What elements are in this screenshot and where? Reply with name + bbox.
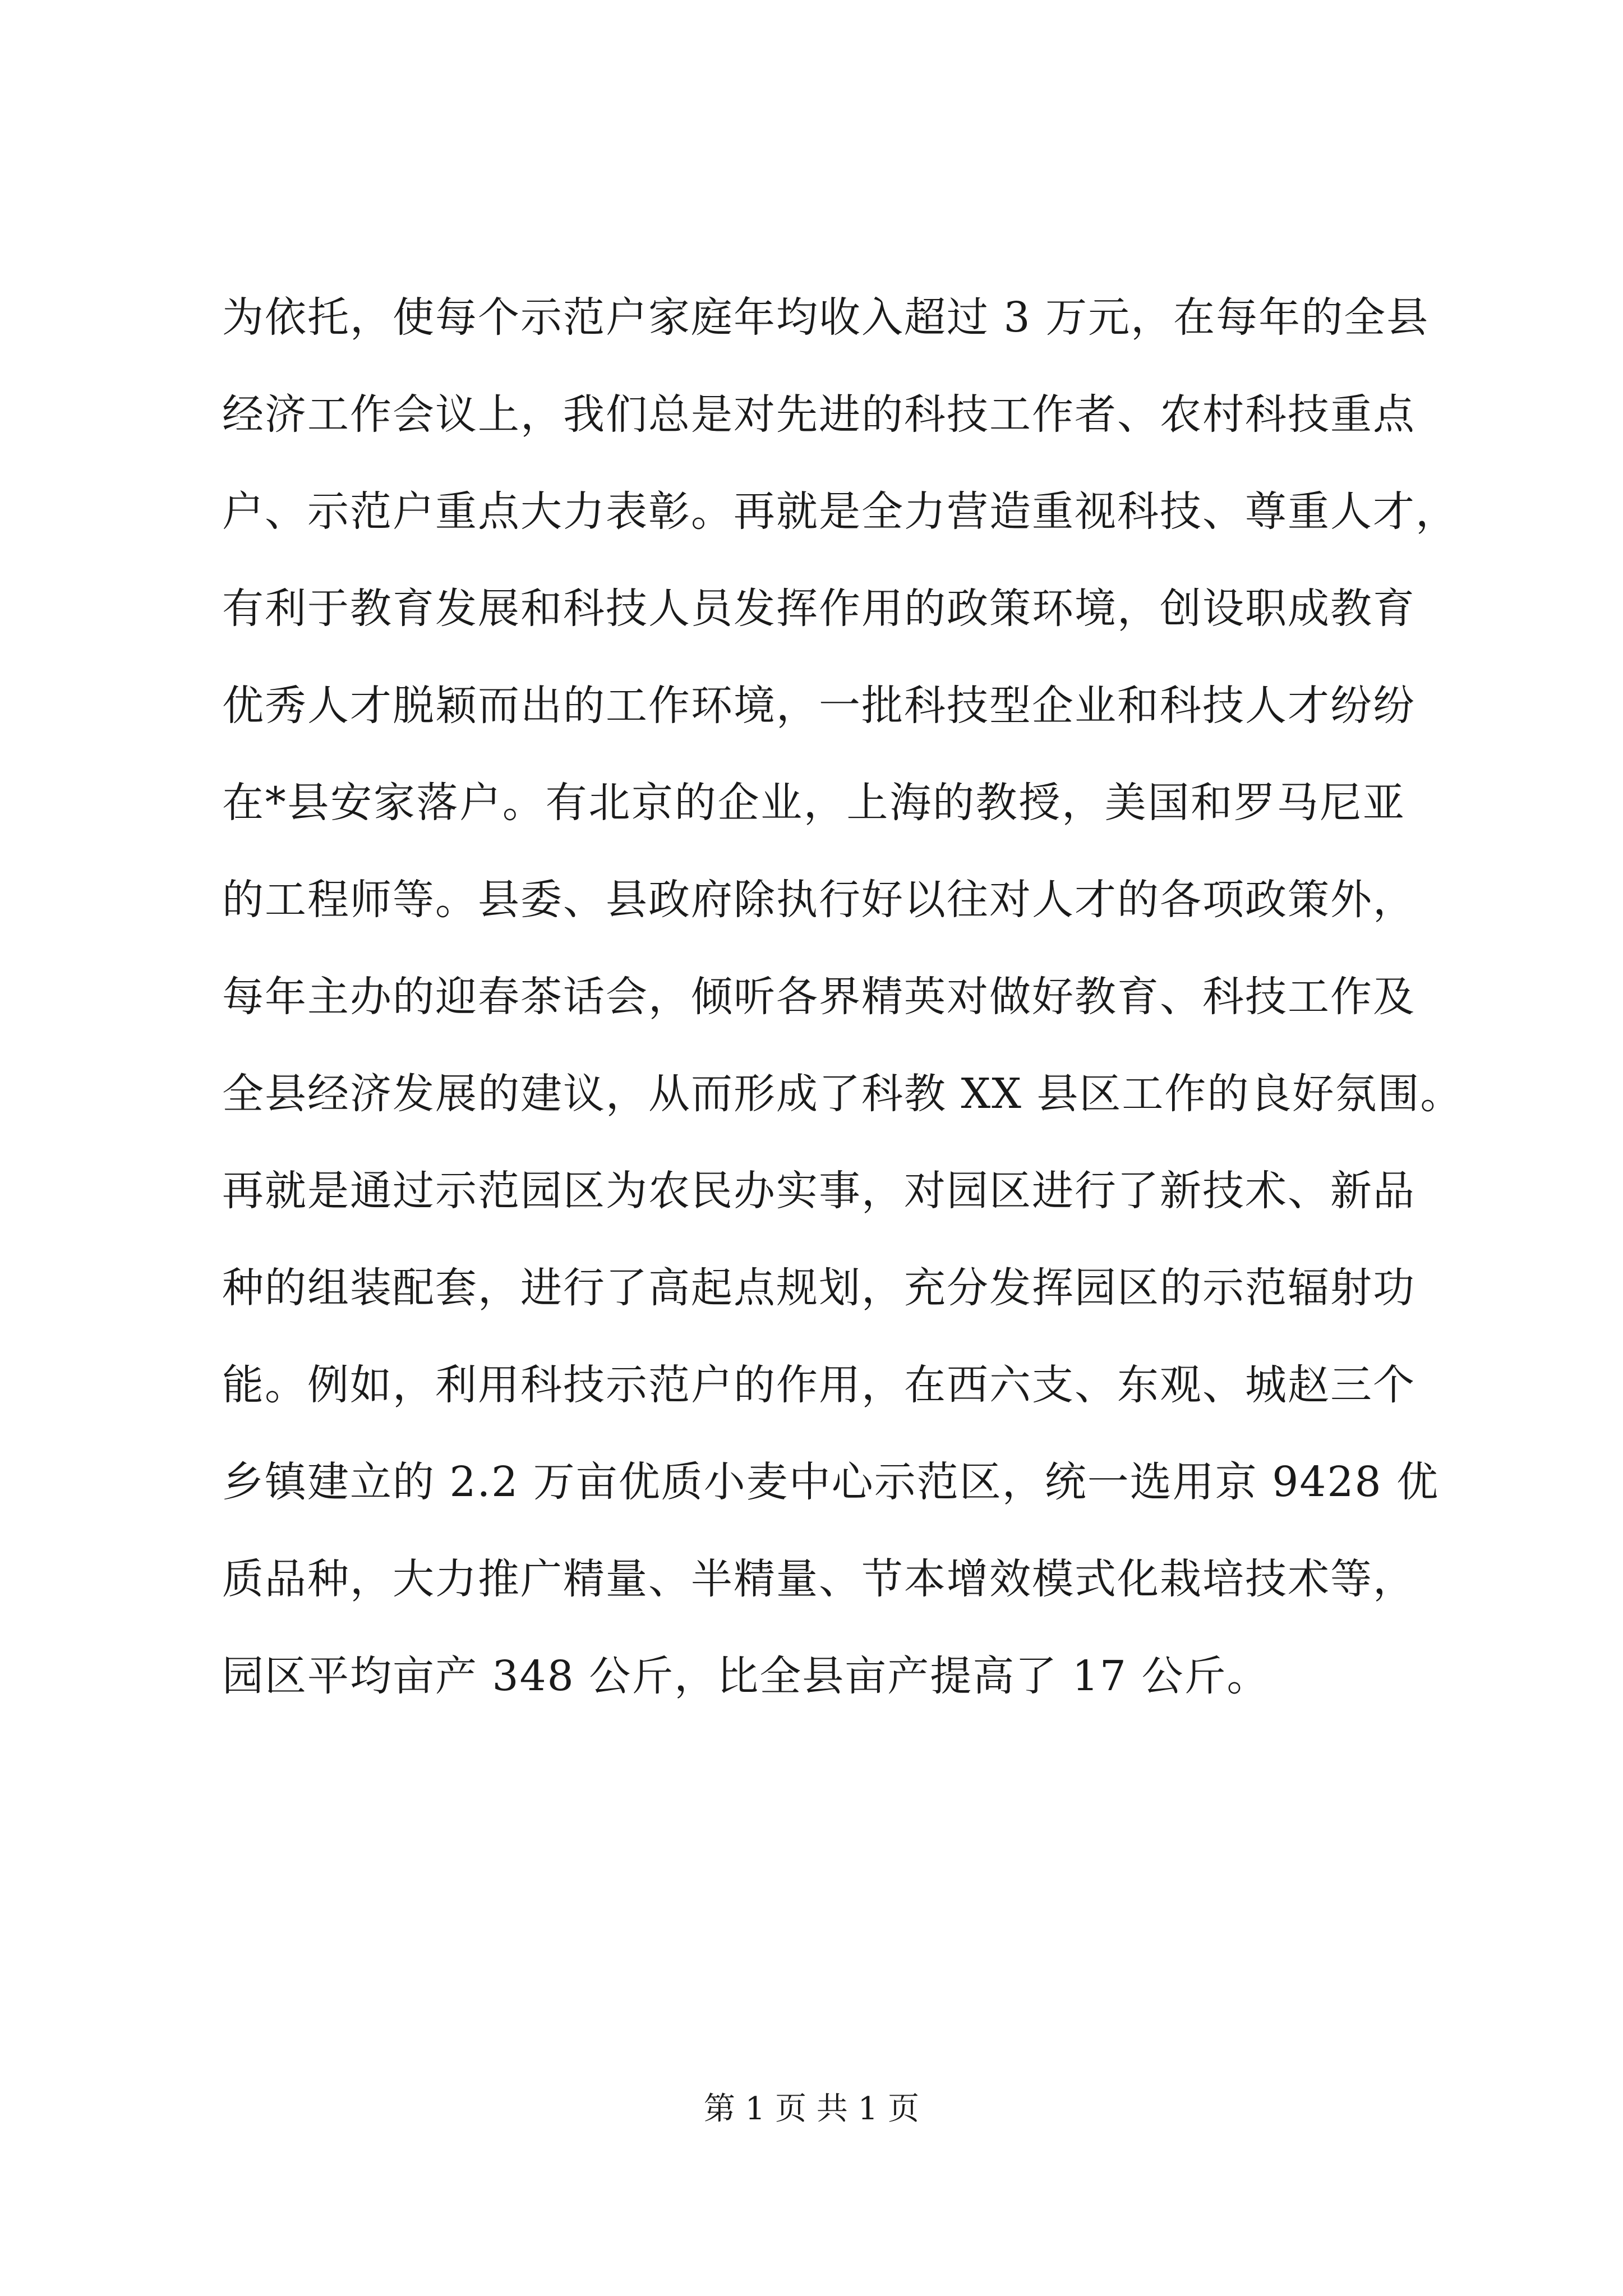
body-text xyxy=(222,269,1463,1725)
text-line: 优秀人才脱颖而出的工作环境，一批科技型企业和科技人才纷纷 xyxy=(222,682,1415,730)
text-line: 在*县安家落户。有北京的企业，上海的教授，美国和罗马尼亚 xyxy=(222,779,1405,827)
text-line: 再就是通过示范园区为农民办实事，对园区进行了新技术、新品 xyxy=(222,1167,1415,1215)
text-line: 乡镇建立的 2.2 万亩优质小麦中心示范区，统一选用京 9428 优 xyxy=(222,1458,1440,1506)
text-line: 为依托，使每个示范户家庭年均收入超过 3 万元，在每年的全县 xyxy=(222,293,1430,342)
text-line: 每年主办的迎春茶话会，倾听各界精英对做好教育、科技工作及 xyxy=(222,973,1415,1021)
page-footer: 第 1 页 共 1 页 xyxy=(703,2091,920,2127)
text-line: 园区平均亩产 348 公斤，比全县亩产提高了 17 公斤。 xyxy=(222,1652,1270,1700)
text-line: 质品种，大力推广精量、半精量、节本增效模式化栽培技术等， xyxy=(222,1555,1415,1603)
text-line: 的工程师等。县委、县政府除执行好以往对人才的各项政策外， xyxy=(222,876,1415,924)
text-line: 经济工作会议上，我们总是对先进的科技工作者、农村科技重点 xyxy=(222,390,1415,439)
text-line: 能。例如，利用科技示范户的作用，在西六支、东观、城赵三个 xyxy=(222,1361,1415,1409)
text-line: 全县经济发展的建议，从而形成了科教 XX 县区工作的良好氛围。 xyxy=(222,1070,1463,1118)
text-line: 户、示范户重点大力表彰。再就是全力营造重视科技、尊重人才， xyxy=(222,487,1458,536)
text-line: 种的组装配套，进行了高起点规划，充分发挥园区的示范辐射功 xyxy=(222,1264,1415,1312)
text-line: 有利于教育发展和科技人员发挥作用的政策环境，创设职成教育 xyxy=(222,585,1415,633)
